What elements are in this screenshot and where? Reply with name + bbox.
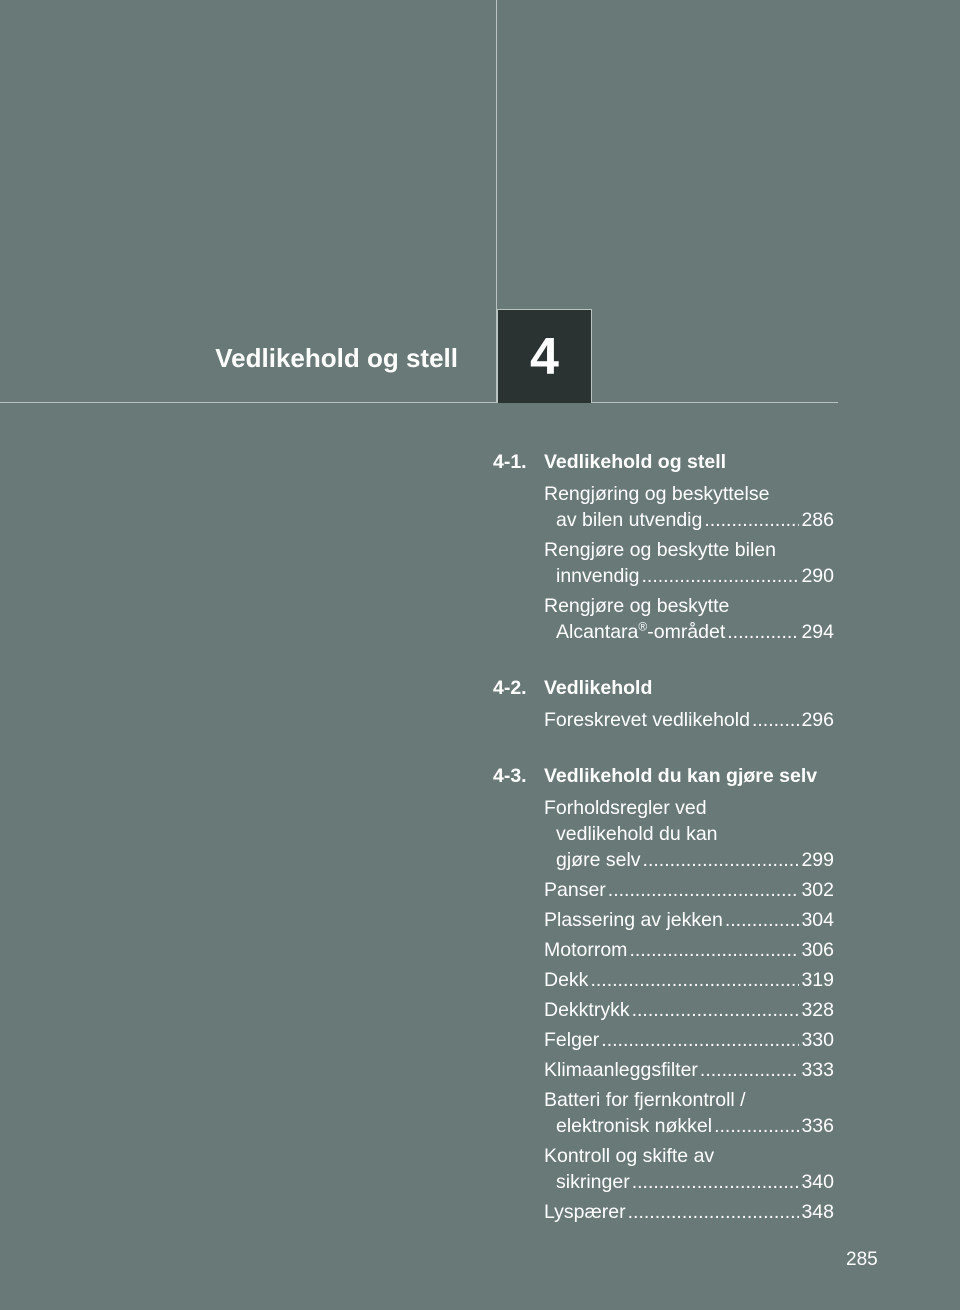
entry-page: 336 [801, 1115, 834, 1137]
dot-leader [632, 997, 800, 1023]
toc-entry[interactable] [544, 907, 834, 933]
entry-last-line: gjøre selv [556, 849, 641, 871]
toc-section-4-1 [493, 449, 834, 645]
dot-leader [641, 563, 799, 589]
dot-leader [704, 507, 799, 533]
section-number: 4-2. [493, 677, 527, 699]
dot-leader [628, 1199, 800, 1225]
toc-entry[interactable] [544, 1199, 834, 1225]
entry-page: 340 [801, 1171, 834, 1193]
entry-last-line: innvendig [556, 565, 640, 587]
toc-entry[interactable] [544, 795, 834, 873]
entry-page: 319 [801, 969, 834, 991]
toc-entry[interactable] [544, 1057, 834, 1083]
toc-entry[interactable] [544, 593, 834, 645]
entry-text: Motorrom [544, 939, 628, 961]
section-title: Vedlikehold [544, 677, 653, 699]
section-number: 4-1. [493, 451, 527, 473]
entry-first-line: Rengjøre og beskytte [544, 595, 730, 617]
entry-first-line: Kontroll og skifte av [544, 1145, 715, 1167]
entry-last-line: sikringer [556, 1171, 630, 1193]
section-title: Vedlikehold du kan gjøre selv [544, 765, 818, 787]
page-number: 285 [846, 1249, 878, 1270]
entry-page: 304 [801, 909, 834, 931]
dot-leader [700, 1057, 800, 1083]
entry-last-line [556, 619, 725, 645]
toc-entry[interactable] [544, 1087, 834, 1139]
dot-leader [608, 877, 800, 903]
dot-leader [632, 1169, 800, 1195]
toc-entry[interactable] [544, 937, 834, 963]
entry-last-line: av bilen utvendig [556, 509, 703, 531]
toc-entry[interactable] [544, 997, 834, 1023]
section-heading [493, 763, 834, 789]
entry-page: 286 [801, 509, 834, 531]
entry-text: Dekk [544, 969, 589, 991]
dot-leader [725, 907, 800, 933]
toc-section-4-2 [493, 675, 834, 733]
section-heading [493, 675, 834, 701]
entry-text-part: -området [647, 621, 726, 643]
dot-leader [714, 1113, 799, 1139]
entry-page: 302 [801, 879, 834, 901]
toc-entry[interactable] [544, 707, 834, 733]
entry-page: 328 [801, 999, 834, 1021]
entry-page: 294 [801, 621, 834, 643]
entry-first-line: Rengjøre og beskytte bilen [544, 539, 776, 561]
horizontal-divider [0, 402, 838, 403]
entry-first-line: Rengjøring og beskyttelse [544, 483, 770, 505]
toc-section-4-3 [493, 763, 834, 1225]
entry-first-line: Batteri for fjernkontroll / [544, 1089, 746, 1111]
toc-entry[interactable] [544, 1143, 834, 1195]
toc-entry[interactable] [544, 481, 834, 533]
dot-leader [643, 847, 800, 873]
entry-middle-line: vedlikehold du kan [556, 823, 718, 845]
entry-text: Felger [544, 1029, 600, 1051]
entry-page: 333 [801, 1059, 834, 1081]
entry-text: Lyspærer [544, 1201, 626, 1223]
section-title: Vedlikehold og stell [544, 451, 727, 473]
toc-entry[interactable] [544, 877, 834, 903]
dot-leader [629, 937, 799, 963]
section-heading [493, 449, 834, 475]
entry-page: 299 [801, 849, 834, 871]
entry-first-line: Forholdsregler ved [544, 797, 707, 819]
entry-page: 330 [801, 1029, 834, 1051]
entry-page: 306 [801, 939, 834, 961]
toc-entry[interactable] [544, 1027, 834, 1053]
table-of-contents [493, 449, 834, 1255]
dot-leader [590, 967, 799, 993]
dot-leader [752, 707, 800, 733]
entry-last-line: elektronisk nøkkel [556, 1115, 713, 1137]
entry-text-part: Alcantara [556, 621, 639, 643]
section-number: 4-3. [493, 765, 527, 787]
entry-page: 290 [801, 565, 834, 587]
entry-page: 348 [801, 1201, 834, 1223]
entry-text: Panser [544, 879, 606, 901]
dot-leader [601, 1027, 799, 1053]
dot-leader [727, 619, 799, 645]
entry-text: Plassering av jekken [544, 909, 723, 931]
entry-text: Dekktrykk [544, 999, 630, 1021]
toc-entry[interactable] [544, 967, 834, 993]
entry-text: Foreskrevet vedlikehold [544, 709, 750, 731]
chapter-number-tab: 4 [497, 309, 592, 403]
registered-mark: ® [638, 619, 648, 634]
chapter-title: Vedlikehold og stell [215, 343, 458, 373]
toc-entry[interactable] [544, 537, 834, 589]
entry-text: Klimaanleggsfilter [544, 1059, 698, 1081]
entry-page: 296 [801, 709, 834, 731]
